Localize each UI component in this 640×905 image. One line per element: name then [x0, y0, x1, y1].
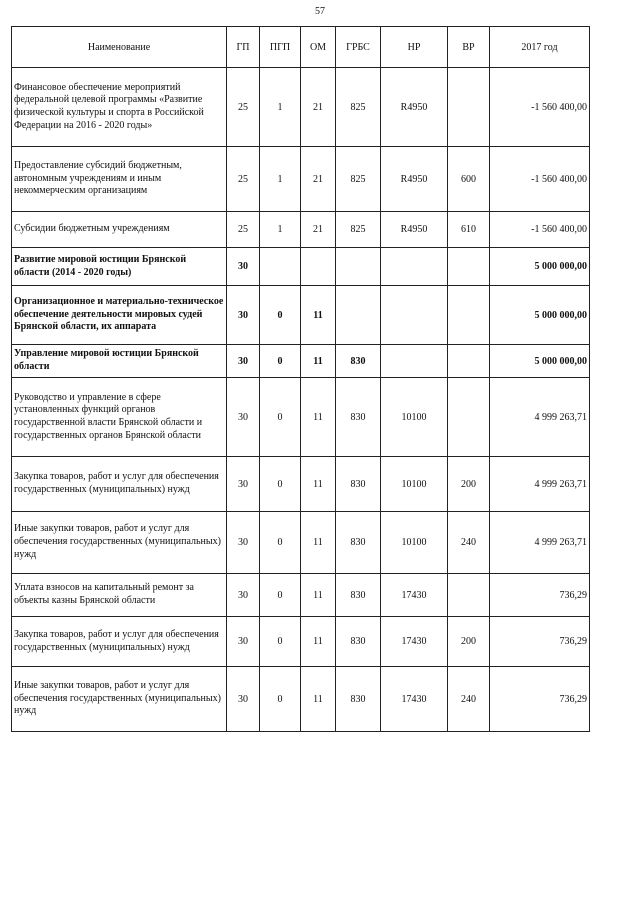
row-om: 21 [301, 147, 336, 212]
header-nr: НР [381, 27, 448, 68]
row-nr: R4950 [381, 68, 448, 147]
row-grbs [336, 248, 381, 286]
table-row [12, 617, 590, 667]
row-gp: 30 [227, 457, 260, 512]
row-pgp: 0 [260, 617, 301, 667]
row-om: 21 [301, 68, 336, 147]
budget-table [11, 26, 590, 732]
row-vr [448, 378, 490, 457]
row-vr: 240 [448, 512, 490, 574]
header-om: ОМ [301, 27, 336, 68]
row-om: 11 [301, 512, 336, 574]
row-om: 11 [301, 378, 336, 457]
row-om: 21 [301, 212, 336, 248]
row-name: Финансовое обеспечение мероприятий федеральной целевой программы «Развитие физической культуры и спорта в Российской Федерации на 2016 - 2020 годы» [12, 68, 227, 147]
row-pgp: 0 [260, 286, 301, 345]
row-name: Организационное и материально-техническое обеспечение деятельности мировых судей Брянской области, их аппарата [12, 286, 227, 345]
row-name: Уплата взносов на капитальный ремонт за объекты казны Брянской области [12, 574, 227, 617]
row-nr: 10100 [381, 512, 448, 574]
header-gp: ГП [227, 27, 260, 68]
header-name: Наименование [12, 27, 227, 68]
row-om: 11 [301, 345, 336, 378]
row-name: Закупка товаров, работ и услуг для обеспечения государственных (муниципальных) нужд [12, 457, 227, 512]
row-gp: 30 [227, 667, 260, 732]
row-grbs: 830 [336, 667, 381, 732]
row-vr: 200 [448, 617, 490, 667]
header-grbs: ГРБС [336, 27, 381, 68]
row-amount-2017: 4 999 263,71 [490, 457, 590, 512]
row-om: 11 [301, 667, 336, 732]
table-row [12, 212, 590, 248]
row-nr: 10100 [381, 457, 448, 512]
row-vr: 200 [448, 457, 490, 512]
row-amount-2017: 5 000 000,00 [490, 286, 590, 345]
row-grbs: 830 [336, 617, 381, 667]
row-om: 11 [301, 617, 336, 667]
row-nr [381, 286, 448, 345]
table-body [12, 68, 590, 732]
row-pgp: 1 [260, 212, 301, 248]
row-om [301, 248, 336, 286]
row-pgp: 0 [260, 667, 301, 732]
row-pgp: 0 [260, 512, 301, 574]
row-name: Иные закупки товаров, работ и услуг для обеспечения государственных (муниципальных) нужд [12, 667, 227, 732]
table-row [12, 512, 590, 574]
row-om: 11 [301, 457, 336, 512]
table-row [12, 667, 590, 732]
row-grbs [336, 286, 381, 345]
table-row [12, 68, 590, 147]
row-amount-2017: 5 000 000,00 [490, 248, 590, 286]
row-name: Закупка товаров, работ и услуг для обеспечения государственных (муниципальных) нужд [12, 617, 227, 667]
row-nr: 17430 [381, 574, 448, 617]
row-gp: 30 [227, 345, 260, 378]
row-vr [448, 345, 490, 378]
row-nr: R4950 [381, 212, 448, 248]
header-year-2017: 2017 год [490, 27, 590, 68]
row-gp: 25 [227, 212, 260, 248]
row-pgp: 0 [260, 345, 301, 378]
row-name: Субсидии бюджетным учреждениям [12, 212, 227, 248]
row-name: Развитие мировой юстиции Брянской области (2014 - 2020 годы) [12, 248, 227, 286]
header-pgp: ПГП [260, 27, 301, 68]
row-amount-2017: 5 000 000,00 [490, 345, 590, 378]
row-pgp [260, 248, 301, 286]
row-pgp: 1 [260, 68, 301, 147]
row-nr: 17430 [381, 667, 448, 732]
row-grbs: 825 [336, 68, 381, 147]
row-gp: 25 [227, 68, 260, 147]
row-amount-2017: -1 560 400,00 [490, 212, 590, 248]
row-pgp: 0 [260, 574, 301, 617]
row-gp: 30 [227, 617, 260, 667]
table-row [12, 457, 590, 512]
row-amount-2017: 736,29 [490, 667, 590, 732]
page-number: 57 [315, 6, 325, 17]
row-gp: 30 [227, 378, 260, 457]
row-name: Иные закупки товаров, работ и услуг для обеспечения государственных (муниципальных) нужд [12, 512, 227, 574]
row-nr [381, 248, 448, 286]
row-name: Управление мировой юстиции Брянской области [12, 345, 227, 378]
row-amount-2017: 736,29 [490, 617, 590, 667]
row-grbs: 830 [336, 457, 381, 512]
row-name: Предоставление субсидий бюджетным, автономным учреждениям и иным некоммерческим организациям [12, 147, 227, 212]
row-vr: 240 [448, 667, 490, 732]
row-amount-2017: 736,29 [490, 574, 590, 617]
table-row [12, 574, 590, 617]
table-header-row [12, 27, 590, 68]
row-grbs: 825 [336, 147, 381, 212]
row-pgp: 0 [260, 378, 301, 457]
row-amount-2017: 4 999 263,71 [490, 512, 590, 574]
header-vr: ВР [448, 27, 490, 68]
row-pgp: 0 [260, 457, 301, 512]
row-vr: 610 [448, 212, 490, 248]
row-grbs: 830 [336, 574, 381, 617]
row-grbs: 830 [336, 512, 381, 574]
row-gp: 30 [227, 286, 260, 345]
row-nr: 17430 [381, 617, 448, 667]
row-gp: 25 [227, 147, 260, 212]
row-grbs: 830 [336, 378, 381, 457]
row-gp: 30 [227, 248, 260, 286]
row-vr [448, 286, 490, 345]
row-vr: 600 [448, 147, 490, 212]
row-vr [448, 68, 490, 147]
row-vr [448, 248, 490, 286]
row-amount-2017: 4 999 263,71 [490, 378, 590, 457]
row-grbs: 825 [336, 212, 381, 248]
row-grbs: 830 [336, 345, 381, 378]
table-row [12, 345, 590, 378]
row-nr: 10100 [381, 378, 448, 457]
row-gp: 30 [227, 512, 260, 574]
row-om: 11 [301, 286, 336, 345]
table-row [12, 147, 590, 212]
table-row [12, 378, 590, 457]
row-nr: R4950 [381, 147, 448, 212]
row-om: 11 [301, 574, 336, 617]
row-gp: 30 [227, 574, 260, 617]
table-row [12, 286, 590, 345]
row-amount-2017: -1 560 400,00 [490, 147, 590, 212]
row-amount-2017: -1 560 400,00 [490, 68, 590, 147]
row-vr [448, 574, 490, 617]
row-pgp: 1 [260, 147, 301, 212]
row-name: Руководство и управление в сфере установленных функций органов государственной власти Брянской области и государственных органов Брянской области [12, 378, 227, 457]
table-row [12, 248, 590, 286]
row-nr [381, 345, 448, 378]
